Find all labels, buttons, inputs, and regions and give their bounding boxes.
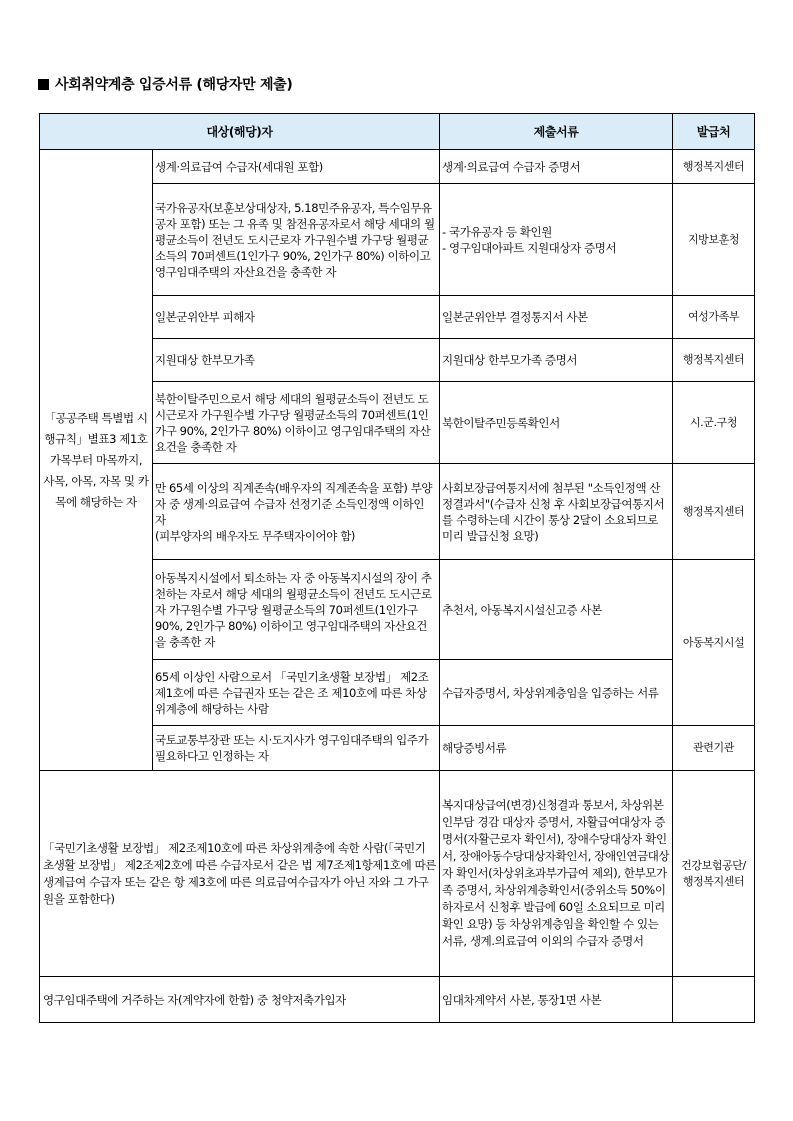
row-docs: 해당증빙서류 <box>440 726 673 771</box>
row-target: 일본군위안부 피해자 <box>153 296 440 339</box>
row-target: 국가유공자(보훈보상대상자, 5.18민주유공자, 특수임무유공자 포함) 또는 그 유족 및 참전유공자로서 해당 세대의 월평균소득이 전년도 도시근로자 가구원수별 가구당 월평균소득의 70퍼센트(1인가구 90%, 2인가구 80%) 이하이고 영구임대주택의 자산요건을 충족한 자 <box>153 184 440 296</box>
row-target: 생계·의료급여 수급자(세대원 포함) <box>153 150 440 184</box>
row-docs: 지원대상 한부모가족 증명서 <box>440 339 673 382</box>
row-docs: 일본군위안부 결정통지서 사본 <box>440 296 673 339</box>
row-target: 「국민기초생활 보장법」 제2조제10호에 따른 차상위계층에 속한 사람(「국민기초생활 보장법」 제2조제2호에 따른 수급자로서 같은 법 제7조제1항제1호에 따른 생계급여 수급자 또는 같은 항 제3호에 따른 의료급여수급자가 아닌 자와 그 가구원을 포함한다) <box>40 771 440 977</box>
row-issuer: 관련기관 <box>673 726 755 771</box>
row-docs: 생계·의료급여 수급자 증명서 <box>440 150 673 184</box>
row-docs: 복지대상급여(변경)신청결과 통보서, 차상위본인부담 경감 대상자 증명서, 자활급여대상자 증명서(자활근로자 확인서), 장애수당대상자 확인서, 장애아동수당대상자확인서, 장애인연금대상자 확인서(차상위초과부가급여 제외), 한부모가족 증명서, 차상위계층확인서(중위소득 50%이하자로서 신청후 발급에 60일 소요되므로 미리 확인 요망) 등 차상위계층임을 확인할 수 있는 서류, 생계.의료급여 이외의 수급자 증명서 <box>440 771 673 977</box>
row-issuer: 여성가족부 <box>673 296 755 339</box>
row-docs: 추천서, 아동복지시설신고증 사본 <box>440 560 673 660</box>
header-target: 대상(해당)자 <box>40 114 440 150</box>
table-header-row <box>40 114 755 150</box>
row-docs: 사회보장급여통지서에 첨부된 "소득인정액 산정결과서"(수급자 신청 후 사회보장급여통지서를 수령하는데 시간이 통상 2달이 소요되므로 미리 발급신청 요망) <box>440 464 673 560</box>
row-issuer: 시.군.구청 <box>673 382 755 464</box>
documents-table <box>39 113 755 1023</box>
table-row <box>40 771 755 977</box>
row-issuer: 아동복지시설 <box>673 560 755 726</box>
row-issuer: 지방보훈청 <box>673 184 755 296</box>
row-target: 65세 이상인 사람으로서 「국민기초생활 보장법」 제2조제1호에 따른 수급권자 또는 같은 조 제10호에 따른 차상위계층에 해당하는 사람 <box>153 660 440 726</box>
row-issuer <box>673 977 755 1023</box>
row-target: 아동복지시설에서 퇴소하는 자 중 아동복지시설의 장이 추천하는 자로서 해당 세대의 월평균소득이 전년도 도시근로자 가구원수별 가구당 월평균소득의 70퍼센트(1인가구 90%, 2인가구 80%) 이하이고 영구임대주택의 자산요건을 충족한 자 <box>153 560 440 660</box>
table-row <box>40 977 755 1023</box>
header-issuer: 발급처 <box>673 114 755 150</box>
row-issuer: 행정복지센터 <box>673 339 755 382</box>
section-title-text: 사회취약계층 입증서류 (해당자만 제출) <box>55 77 293 93</box>
row-target: 지원대상 한부모가족 <box>153 339 440 382</box>
row-target: 만 65세 이상의 직계존속(배우자의 직계존속을 포함) 부양자 중 생계·의료급여 수급자 선정기준 소득인정액 이하인 자 (피부양자의 배우자도 무주택자이어야 함) <box>153 464 440 560</box>
row-docs: 북한이탈주민등록확인서 <box>440 382 673 464</box>
header-docs: 제출서류 <box>440 114 673 150</box>
row-issuer: 행정복지센터 <box>673 464 755 560</box>
row-target: 영구임대주택에 거주하는 자(계약자에 한함) 중 청약저축가입자 <box>40 977 440 1023</box>
row-target: 국토교통부장관 또는 시·도지사가 영구임대주택의 입주가 필요하다고 인정하는 자 <box>153 726 440 771</box>
row-issuer: 행정복지센터 <box>673 150 755 184</box>
row-issuer: 건강보험공단/ 행정복지센터 <box>673 771 755 977</box>
group-label: 「공공주택 특별법 시행규칙」별표3 제1호 가목부터 마목까지, 사목, 아목, 자목 및 카목에 해당하는 자 <box>40 150 153 771</box>
row-docs: 수급자증명서, 차상위계층임을 입증하는 서류 <box>440 660 673 726</box>
row-target: 북한이탈주민으로서 해당 세대의 월평균소득이 전년도 도시근로자 가구원수별 가구당 월평균소득의 70퍼센트(1인가구 90%, 2인가구 80%) 이하이고 영구임대주택의 자산요건을 충족한 자 <box>153 382 440 464</box>
table-row <box>40 150 755 184</box>
square-bullet-icon <box>38 79 49 90</box>
row-docs: 임대차계약서 사본, 통장1면 사본 <box>440 977 673 1023</box>
row-docs: - 국가유공자 등 확인원 - 영구임대아파트 지원대상자 증명서 <box>440 184 673 296</box>
section-title <box>38 74 293 94</box>
